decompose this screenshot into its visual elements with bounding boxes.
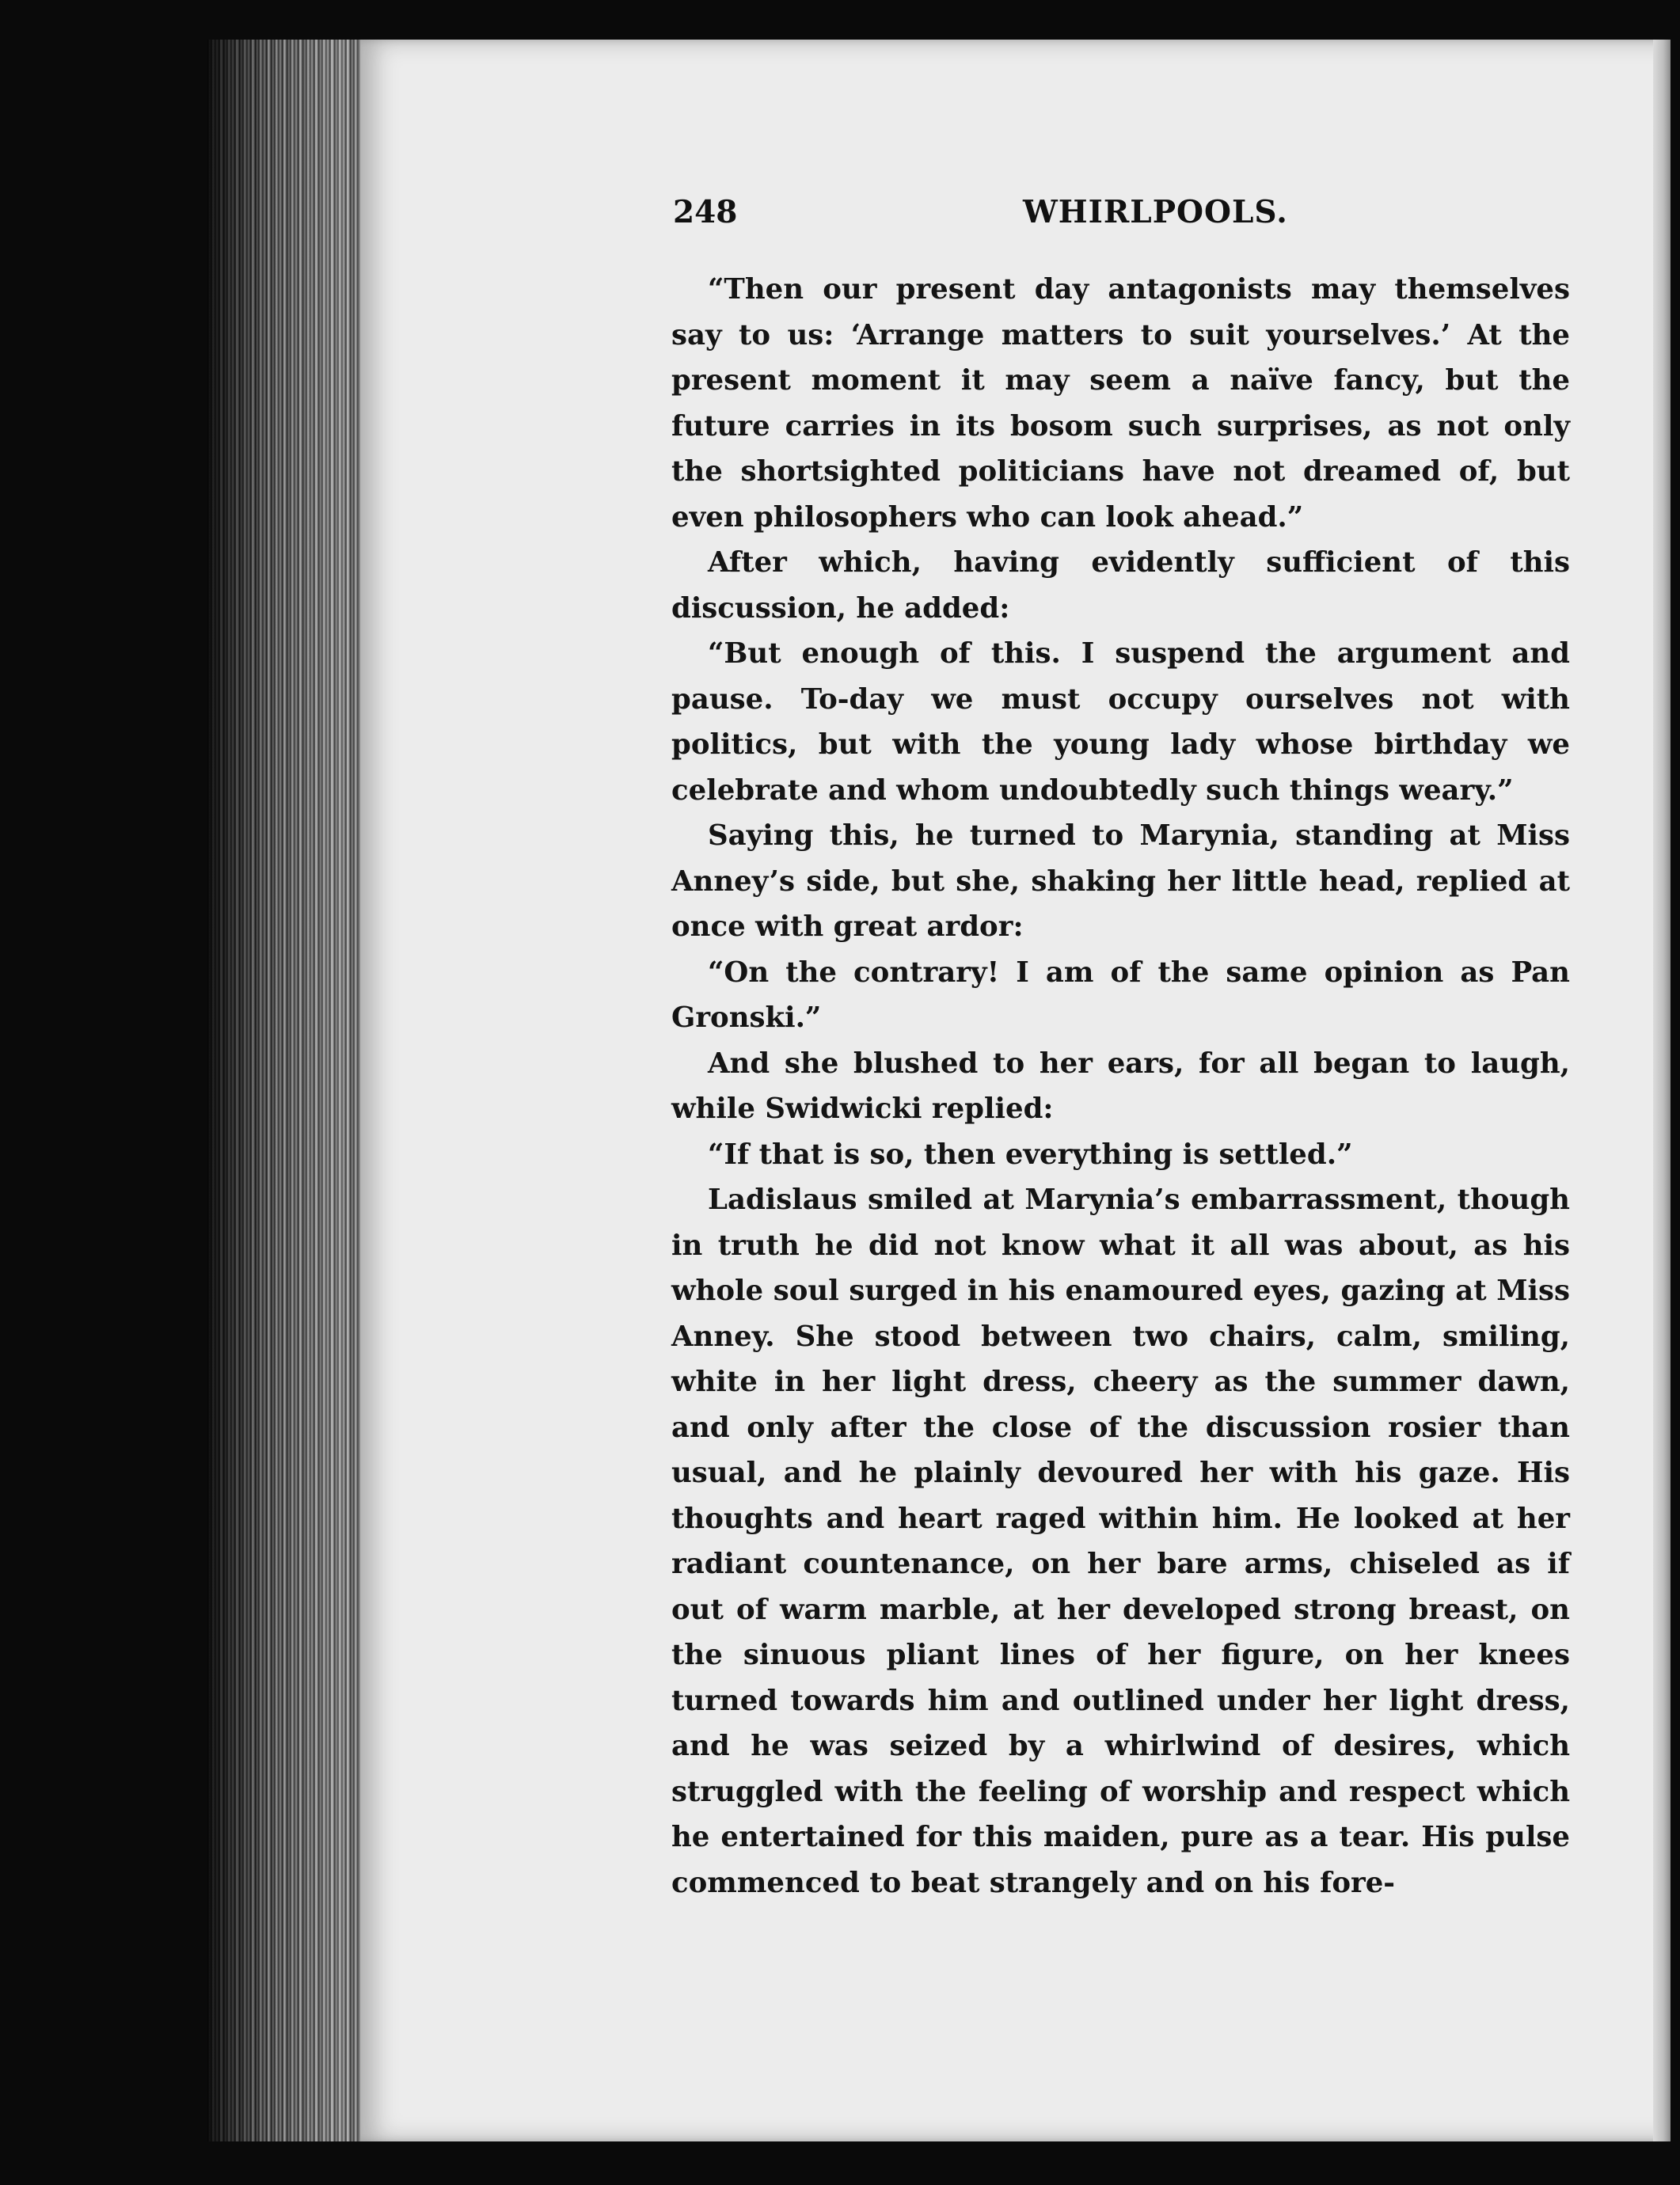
text-block [671, 267, 1570, 1906]
paragraph-2: After which, having evidently sufficient of this discussion, he added: [671, 546, 1570, 625]
paragraph-4: Saying this, he turned to Marynia, standing at Miss Anney’s side, but she, shaking her little head, replied at once with great ardor: [671, 819, 1570, 943]
paragraph-7: “If that is so, then everything is settled.” [708, 1138, 1353, 1171]
paragraph-6: And she blushed to her ears, for all began to laugh, while Swidwicki replied: [671, 1047, 1570, 1125]
paragraph-5: “On the contrary! I am of the same opinion as Pan Gronski.” [671, 956, 1570, 1034]
running-title: WHIRLPOOLS. [1023, 194, 1288, 230]
paragraph-1: “Then our present day antagonists may themselves say to us: ‘Arrange matters to suit yourselves.’ At the present moment it may seem a naïve fancy, but the future carries in its bosom such surprises, as not only the shortsighted politicians have not dreamed of, but even philosophers who can look ahead.” [671, 273, 1570, 534]
running-head [673, 194, 1564, 241]
paragraph-3: “But enough of this. I suspend the argument and pause. To-day we must occupy ourselves not with politics, but with the young lady whose birthday we celebrate and whom undoubtedly such things weary.” [671, 637, 1570, 807]
page-edges [207, 40, 366, 2141]
page-right-edge [1653, 40, 1670, 2141]
paragraph-8: Ladislaus smiled at Marynia’s embarrassment, though in truth he did not know what it all was about, as his whole soul surged in his enamoured eyes, gazing at Miss Anney. She stood between two chairs, calm, smiling, white in her light dress, cheery as the summer dawn, and only after the close of the discussion rosier than usual, and he plainly devoured her with his gaze. His thoughts and heart raged within him. He looked at her radiant countenance, on her bare arms, chiseled as if out of warm marble, at her developed strong breast, on the sinuous pliant lines of her figure, on her knees turned towards him and outlined under her light dress, and he was seized by a whirlwind of desires, which struggled with the feeling of worship and respect which he entertained for this maiden, pure as a tear. His pulse commenced to beat strangely and on his fore- [671, 1184, 1570, 1899]
page-number: 248 [673, 194, 738, 230]
book-page [360, 40, 1670, 2141]
